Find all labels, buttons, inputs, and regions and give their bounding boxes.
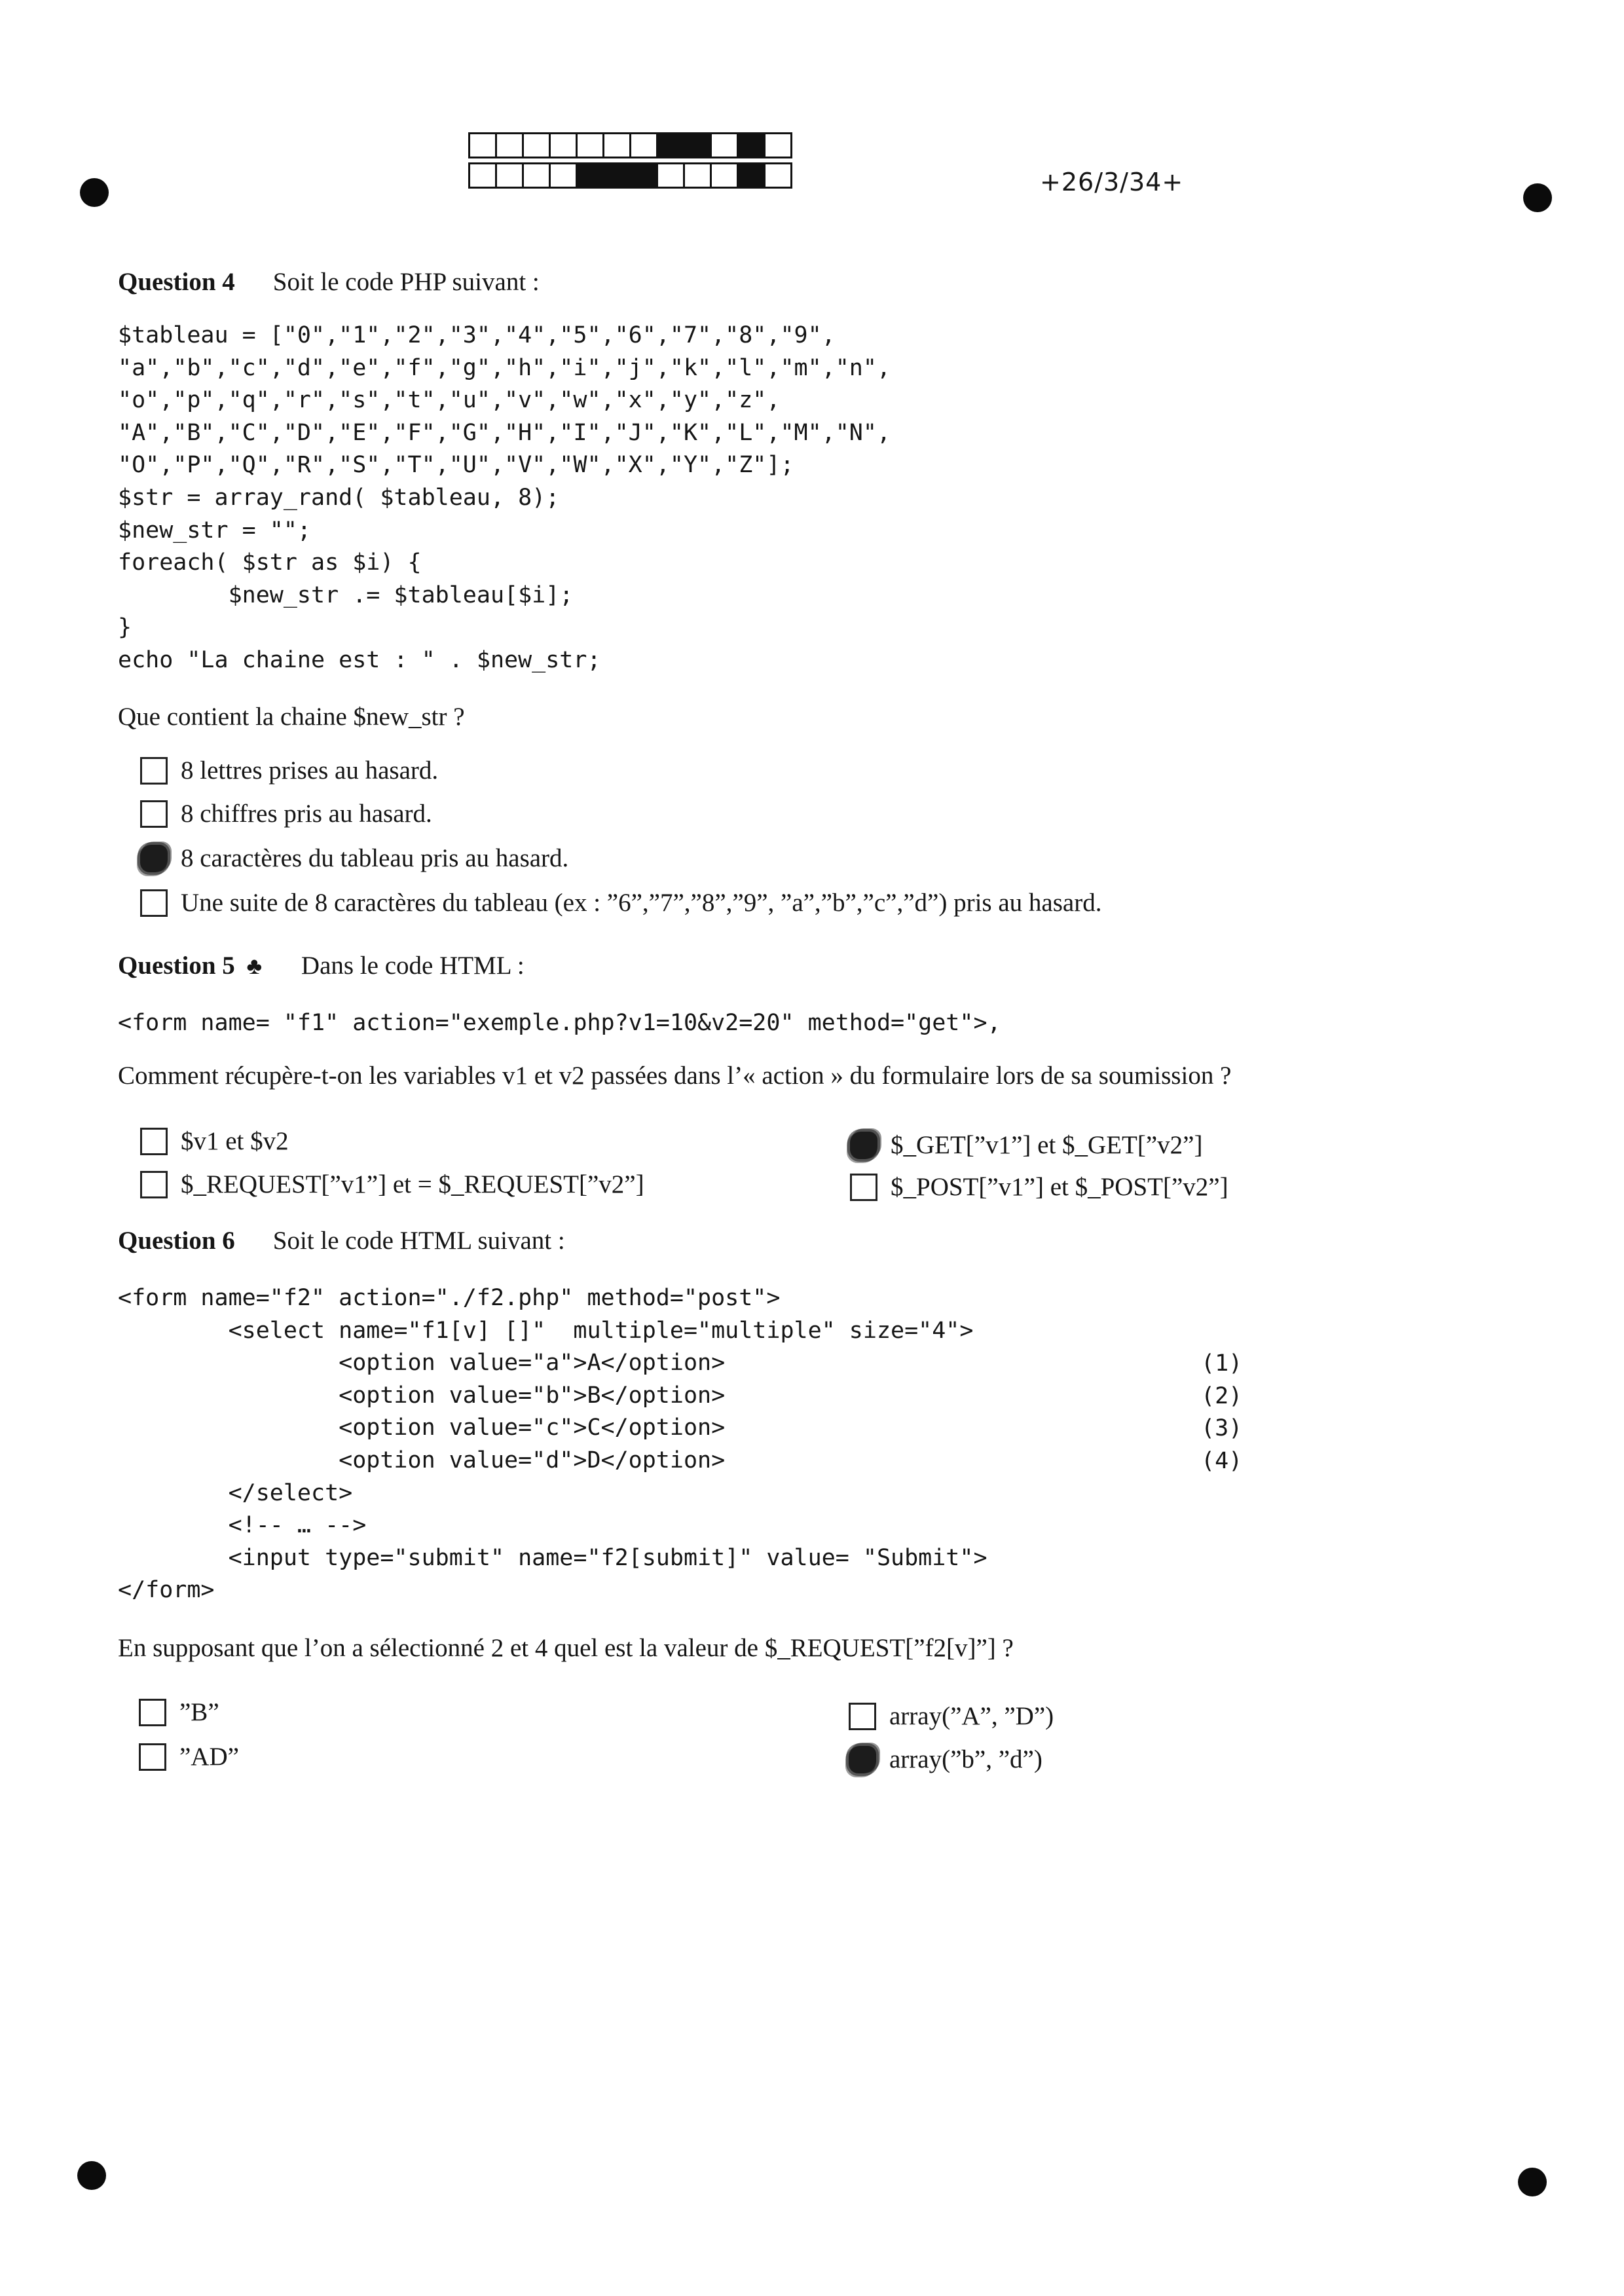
q5-option-4[interactable] — [850, 1172, 1228, 1202]
q5-option-3[interactable] — [140, 1170, 644, 1199]
q4-php-code: $tableau = ["0","1","2","3","4","5","6","7","8","9", "a","b","c","d","e","f","g","h","i","j","k","l","m","n", "o","p","q","r","s","t","u","v","w","x","y","z", "A","B","C","D","E","F","G","H","I","J","K","L","M","N", "O","P","Q","R","S","T","U","V","W","X","Y","Z"]; $str = array_rand( $tableau, 8); $new_str = ""; foreach( $str as $i) { $new_str .= $tableau[$i]; } echo "La chaine est : " . $new_str; — [118, 322, 891, 673]
q4-option-3[interactable] — [140, 843, 568, 873]
barcode-cell — [576, 132, 604, 158]
question-4-header — [118, 267, 540, 297]
option-label: 8 lettres prises au hasard. — [181, 756, 439, 785]
option-label: $_POST[”v1”] et $_POST[”v2”] — [891, 1173, 1228, 1201]
q4-option-1[interactable] — [140, 756, 438, 785]
barcode-cell — [468, 132, 497, 158]
barcode-cell — [710, 162, 739, 189]
q5-question-text: Comment récupère-t-on les variables v1 et v2 passées dans l’« action » du formulaire lors de sa soumission ? — [118, 1062, 1232, 1090]
club-icon: ♣ — [246, 952, 263, 979]
barcode-cell — [522, 132, 551, 158]
option-label: $_GET[”v1”] et $_GET[”v2”] — [891, 1131, 1203, 1159]
barcode-cell — [764, 132, 792, 158]
barcode-row-2 — [470, 162, 792, 189]
barcode-row-1 — [470, 132, 792, 158]
registration-dot-top-right — [1523, 183, 1552, 212]
q5-html-code: <form name= "f1" action="exemple.php?v1=10&v2=20" method="get">, — [118, 1010, 1001, 1036]
checkbox[interactable] — [140, 757, 168, 785]
checkbox[interactable] — [849, 1746, 876, 1773]
checkbox[interactable] — [139, 1699, 166, 1726]
barcode-cell — [602, 132, 631, 158]
option-label: Une suite de 8 caractères du tableau (ex : ”6”,”7”,”8”,”9”, ”a”,”b”,”c”,”d”) pris au hasard. — [181, 889, 1102, 917]
question-intro: Soit le code HTML suivant : — [272, 1227, 565, 1255]
barcode-cell — [468, 162, 497, 189]
option-label: 8 chiffres pris au hasard. — [181, 800, 432, 828]
checkbox[interactable] — [140, 1171, 168, 1198]
barcode-cell — [683, 162, 712, 189]
q5-option-2[interactable] — [850, 1130, 1202, 1160]
registration-dot-top-left — [80, 178, 109, 207]
q6-html-code: <form name="f2" action="./f2.php" method="post"> <select name="f1[v] []" multiple="multiple" size="4"> <option value="a">A</option> <option value="b">B</option> <option value="c">C</option> <option value="d">D</option> </select> <!-- … --> <input type="submit" name="f2[submit]" value= "Submit"> </form> — [118, 1285, 987, 1604]
barcode-cell — [737, 132, 766, 158]
barcode-cell — [656, 132, 685, 158]
checkbox[interactable] — [849, 1703, 876, 1730]
q4-option-2[interactable] — [140, 799, 432, 828]
barcode-cell — [576, 162, 604, 189]
question-6-header — [118, 1226, 565, 1255]
q6-question-text: En supposant que l’on a sélectionné 2 et 4 quel est la valeur de $_REQUEST[”f2[v]”] ? — [118, 1634, 1014, 1662]
q5-option-1[interactable] — [140, 1126, 289, 1156]
barcode-cell — [549, 162, 578, 189]
option-label: array(”A”, ”D”) — [889, 1702, 1054, 1730]
q6-option-1[interactable] — [139, 1697, 219, 1727]
registration-dot-bottom-right — [1518, 2168, 1547, 2196]
barcode-cell — [764, 162, 792, 189]
barcode-cell — [522, 162, 551, 189]
option-label: ”B” — [179, 1698, 219, 1726]
question-intro: Soit le code PHP suivant : — [272, 268, 540, 296]
checkbox[interactable] — [850, 1132, 877, 1159]
question-number: Question 6 — [118, 1227, 235, 1255]
option-label: $_REQUEST[”v1”] et = $_REQUEST[”v2”] — [181, 1170, 644, 1198]
checkbox[interactable] — [140, 889, 168, 917]
barcode-cell — [495, 162, 524, 189]
option-label: $v1 et $v2 — [181, 1127, 289, 1155]
checkbox[interactable] — [139, 1743, 166, 1771]
page-id: +26/3/34+ — [1040, 168, 1184, 196]
barcode-cell — [602, 162, 631, 189]
barcode-cell — [683, 132, 712, 158]
q6-option-4[interactable] — [849, 1745, 1043, 1774]
barcode-cell — [629, 162, 658, 189]
checkbox[interactable] — [140, 845, 168, 872]
option-label: ”AD” — [179, 1743, 239, 1771]
q6-line-numbers: (1) (2) (3) (4) — [1201, 1350, 1243, 1474]
option-label: array(”b”, ”d”) — [889, 1745, 1043, 1773]
barcode-cell — [710, 132, 739, 158]
barcode-cell — [549, 132, 578, 158]
checkbox[interactable] — [140, 1128, 168, 1155]
question-number: Question 4 — [118, 268, 235, 296]
checkbox[interactable] — [140, 800, 168, 828]
question-intro: Dans le code HTML : — [301, 952, 525, 980]
barcode-cell — [495, 132, 524, 158]
q6-option-3[interactable] — [139, 1742, 239, 1771]
registration-dot-bottom-left — [77, 2161, 106, 2190]
barcode-cell — [629, 132, 658, 158]
q6-option-2[interactable] — [849, 1701, 1054, 1731]
checkbox[interactable] — [850, 1174, 877, 1201]
question-5-header — [118, 951, 525, 980]
barcode-cell — [737, 162, 766, 189]
option-label: 8 caractères du tableau pris au hasard. — [181, 844, 569, 872]
q4-option-4[interactable] — [140, 888, 1101, 917]
barcode-cell — [656, 162, 685, 189]
question-number: Question 5 — [118, 952, 235, 980]
q4-question-text: Que contient la chaine $new_str ? — [118, 703, 465, 731]
